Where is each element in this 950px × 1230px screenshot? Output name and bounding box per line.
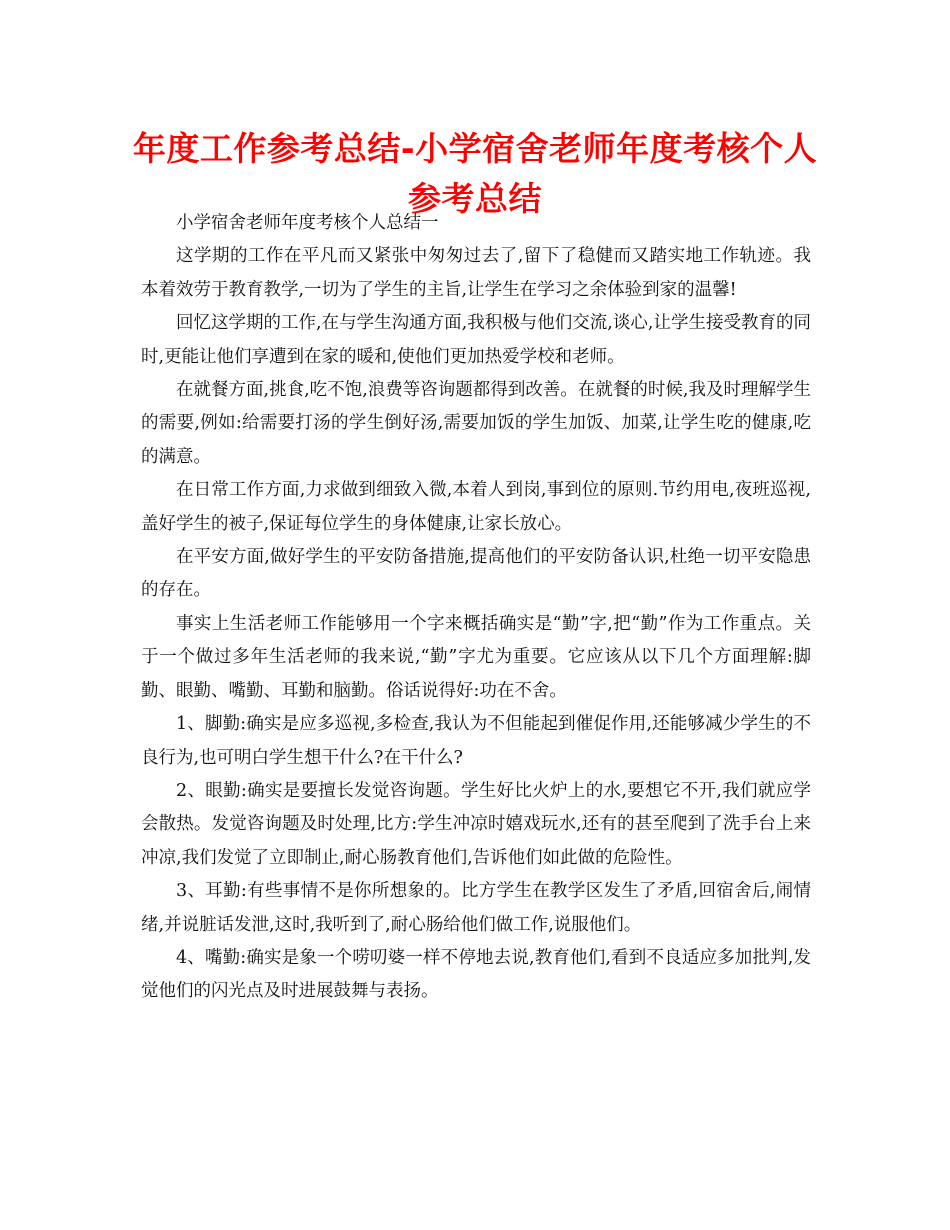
document-title: 年度工作参考总结-小学宿舍老师年度考核个人参考总结 (132, 129, 818, 218)
list-item-paragraph: 1、脚勤:确实是应多巡视,多检查,我认为不但能起到催促作用,还能够减少学生的不良行为,也可明白学生想干什么?在干什么? (141, 714, 811, 768)
body-paragraph: 在平安方面,做好学生的平安防备措施,提高他们的平安防备认识,杜绝一切平安隐患的存在。 (141, 547, 811, 601)
list-item-paragraph: 3、耳勤:有些事情不是你所想象的。比方学生在教学区发生了矛盾,回宿舍后,闹情绪,并说脏话发泄,这时,我听到了,耐心肠给他们做工作,说服他们。 (141, 881, 811, 935)
body-paragraph: 事实上生活老师工作能够用一个字来概括确实是“勤”字,把“勤”作为工作重点。关于一个做过多年生活老师的我来说,“勤”字尤为重要。它应该从以下几个方面理解:脚勤、眼勤、嘴勤、耳勤和脑勤。俗话说得好:功在不舍。 (141, 613, 811, 701)
body-paragraph: 回忆这学期的工作,在与学生沟通方面,我积极与他们交流,谈心,让学生接受教育的同时,更能让他们享遭到在家的暖和,使他们更加热爱学校和老师。 (141, 313, 811, 367)
document-body (141, 207, 811, 1009)
body-paragraph: 在日常工作方面,力求做到细致入微,本着人到岗,事到位的原则.节约用电,夜班巡视,盖好学生的被子,保证每位学生的身体健康,让家长放心。 (141, 480, 811, 534)
list-item-paragraph: 2、眼勤:确实是要擅长发觉咨询题。学生好比火炉上的水,要想它不开,我们就应学会散热。发觉咨询题及时处理,比方:学生冲凉时嬉戏玩水,还有的甚至爬到了洗手台上来冲凉,我们发觉了立即制止,耐心肠教育他们,告诉他们如此做的危险性。 (141, 780, 811, 868)
body-paragraph: 这学期的工作在平凡而又紧张中匆匆过去了,留下了稳健而又踏实地工作轨迹。我本着效劳于教育教学,一切为了学生的主旨,让学生在学习之余体验到家的温馨! (141, 246, 811, 300)
section-heading: 小学宿舍老师年度考核个人总结一 (176, 213, 439, 233)
list-item-paragraph: 4、嘴勤:确实是象一个唠叨婆一样不停地去说,教育他们,看到不良适应多加批判,发觉他们的闪光点及时进展鼓舞与表扬。 (141, 947, 811, 1002)
body-paragraph: 在就餐方面,挑食,吃不饱,浪费等咨询题都得到改善。在就餐的时候,我及时理解学生的需要,例如:给需要打汤的学生倒好汤,需要加饭的学生加饭、加菜,让学生吃的健康,吃的满意。 (141, 380, 811, 467)
